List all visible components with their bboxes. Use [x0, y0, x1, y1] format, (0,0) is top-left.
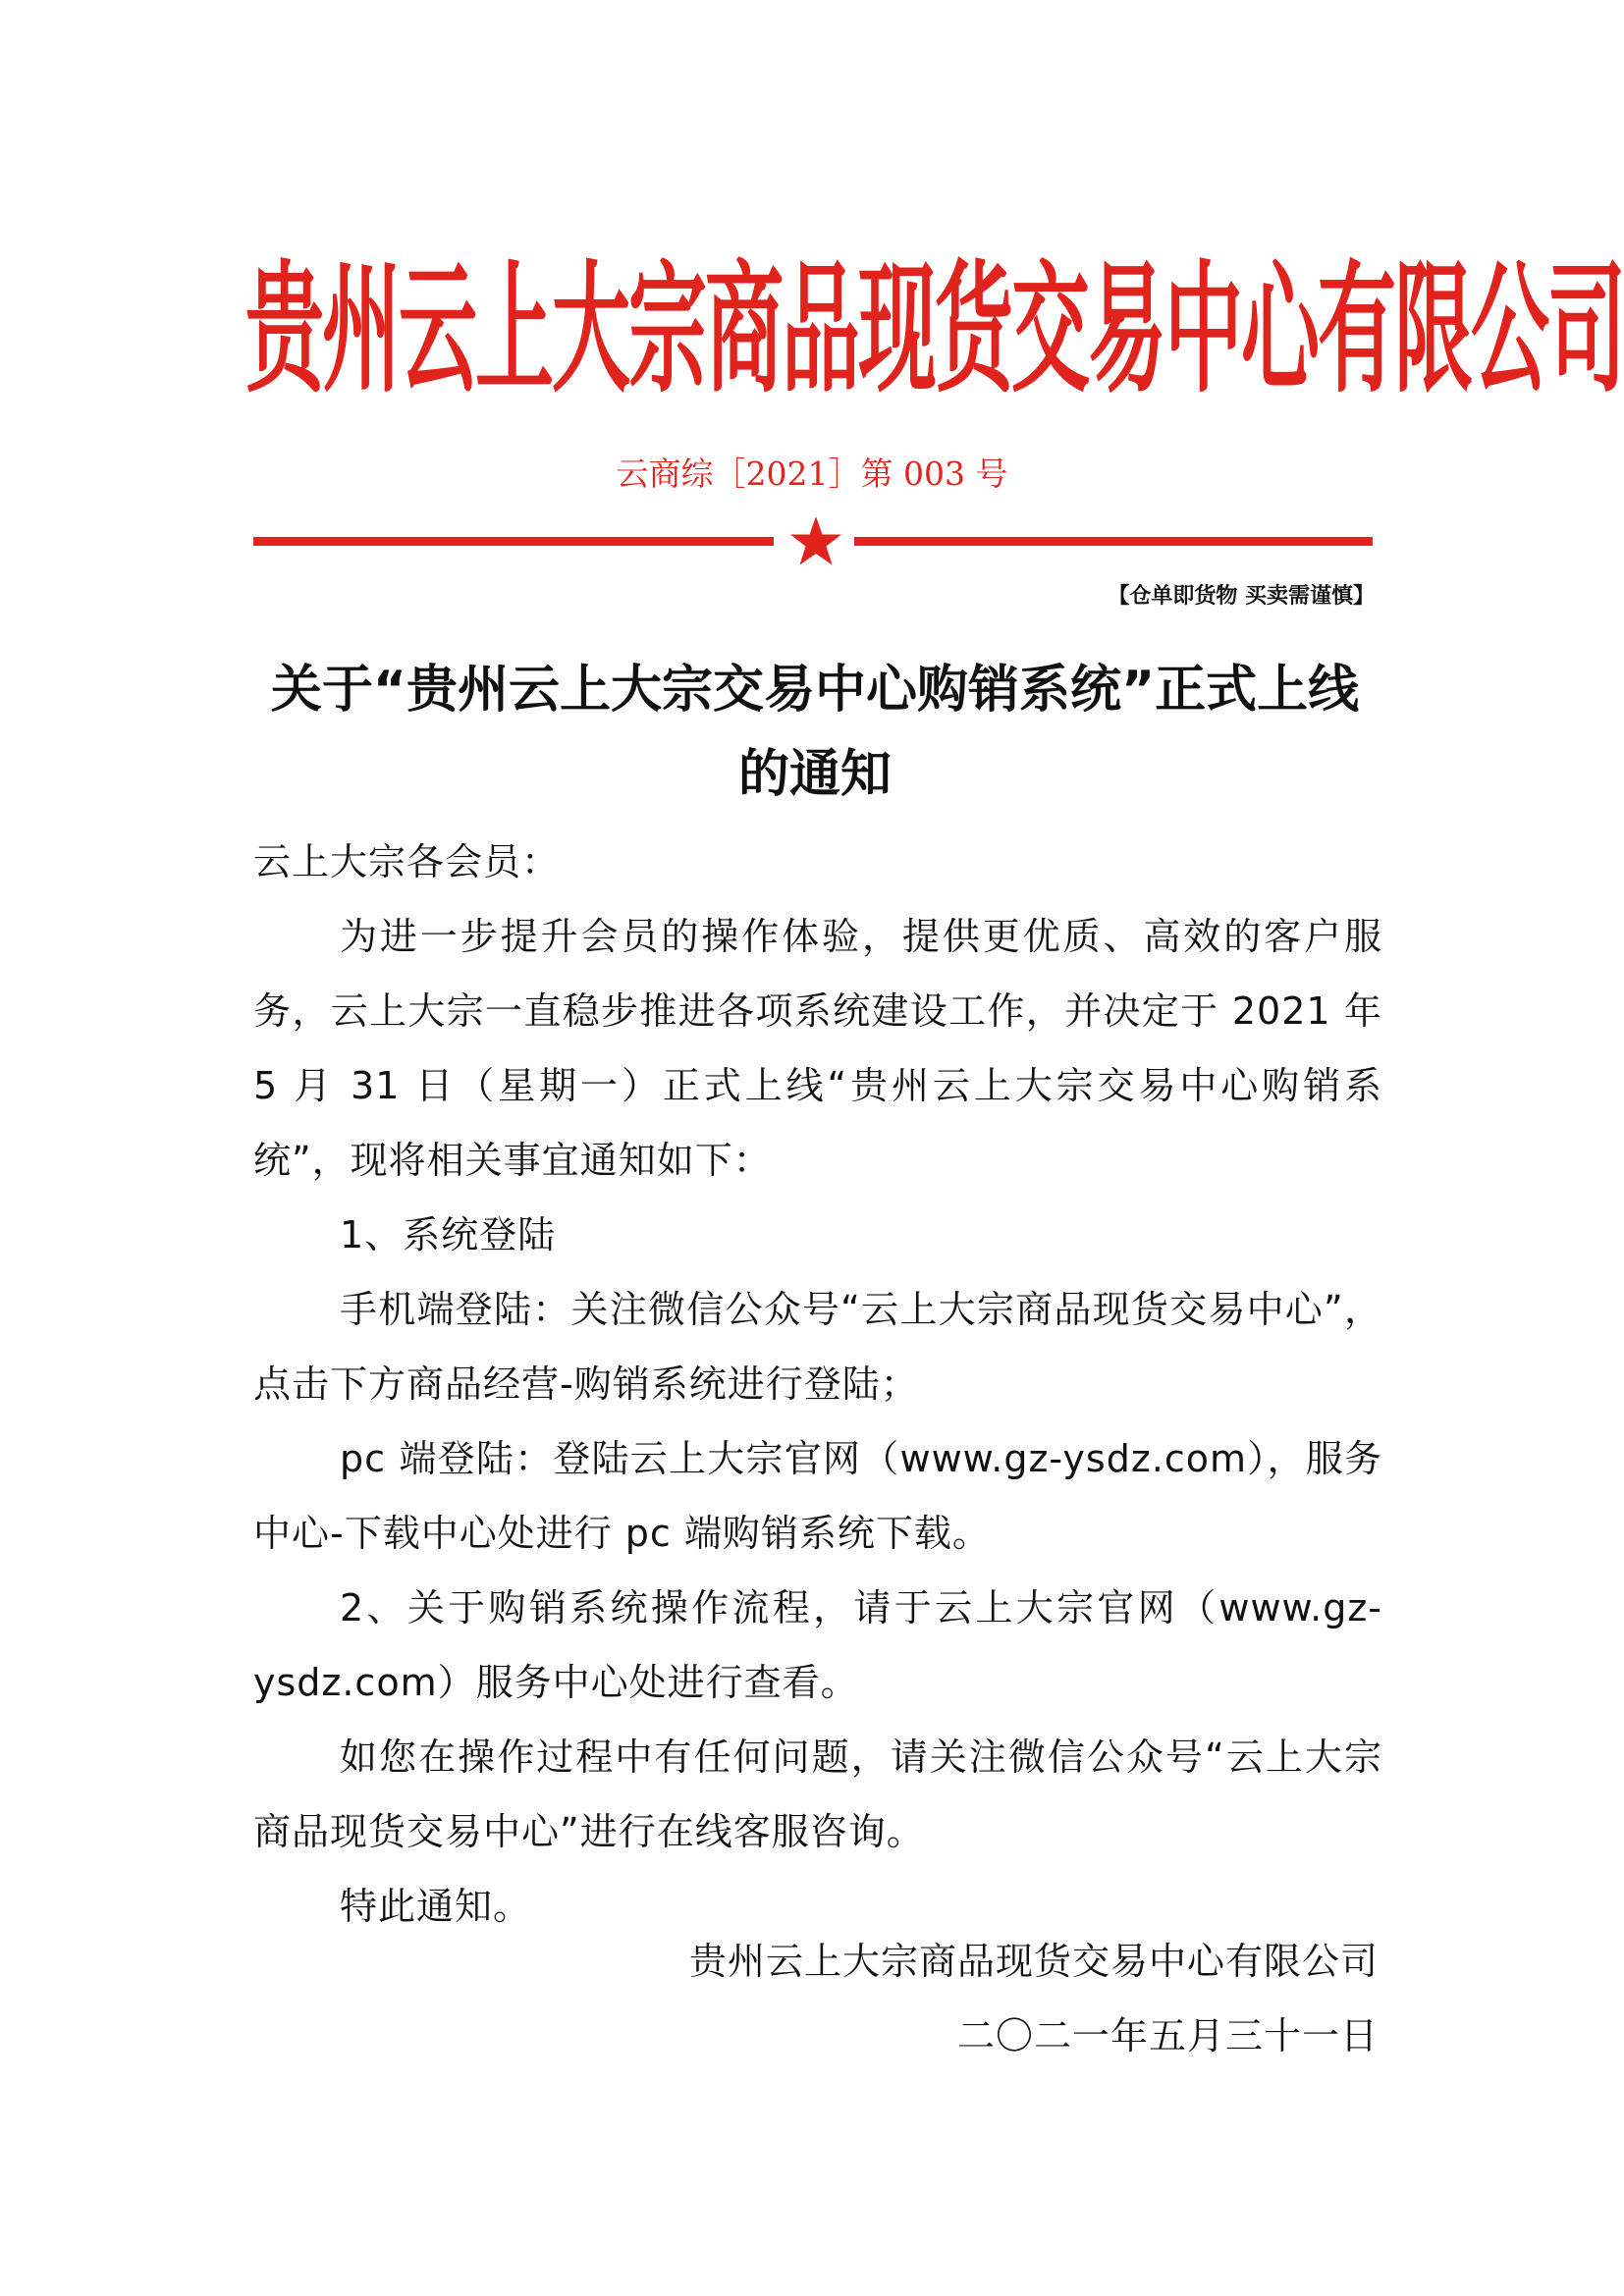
body-paragraph: 2、关于购销系统操作流程，请于云上大宗官网（www.gz-ysdz.com）服务中心处进行查看。 [253, 1586, 1382, 1704]
body-paragraph: pc 端登陆：登陆云上大宗官网（www.gz-ysdz.com），服务中心-下载中心处进行 pc 端购销系统下载。 [253, 1437, 1382, 1555]
signature-date: 二〇二一年五月三十一日 [956, 2014, 1379, 2057]
red-divider-left [253, 537, 774, 546]
risk-warning: 【仓单即货物 买卖需谨慎】 [1108, 584, 1375, 609]
body-paragraph: 特此通知。 [340, 1885, 532, 1928]
document-number: 云商综［2021］第 003 号 [616, 454, 1008, 493]
body-paragraph: 为进一步提升会员的操作体验，提供更优质、高效的客户服务，云上大宗一直稳步推进各项系统建设工作，并决定于 2021 年 5 月 31 日（星期一）正式上线“贵州云上大宗交易中心购销系统”，现将相关事宜通知如下： [253, 915, 1382, 1182]
signature-organization: 贵州云上大宗商品现货交易中心有限公司 [688, 1940, 1379, 1983]
body-paragraph: 1、系统登陆 [340, 1213, 557, 1256]
body-paragraph: 如您在操作过程中有任何问题，请关注微信公众号“云上大宗商品现货交易中心”进行在线客服咨询。 [253, 1735, 1382, 1853]
notice-body [253, 825, 1382, 1944]
body-paragraph: 手机端登陆：关注微信公众号“云上大宗商品现货交易中心”，点击下方商品经营-购销系统进行登陆； [253, 1288, 1382, 1406]
masthead-company-name: 贵州云上大宗商品现货交易中心有限公司 [245, 245, 1624, 412]
notice-title: 关于“贵州云上大宗交易中心购销系统”正式上线的通知 [270, 661, 1360, 804]
red-divider-right [854, 537, 1373, 546]
salutation: 云上大宗各会员： [253, 840, 561, 883]
red-star-icon [789, 515, 842, 566]
company-masthead [245, 216, 1624, 442]
